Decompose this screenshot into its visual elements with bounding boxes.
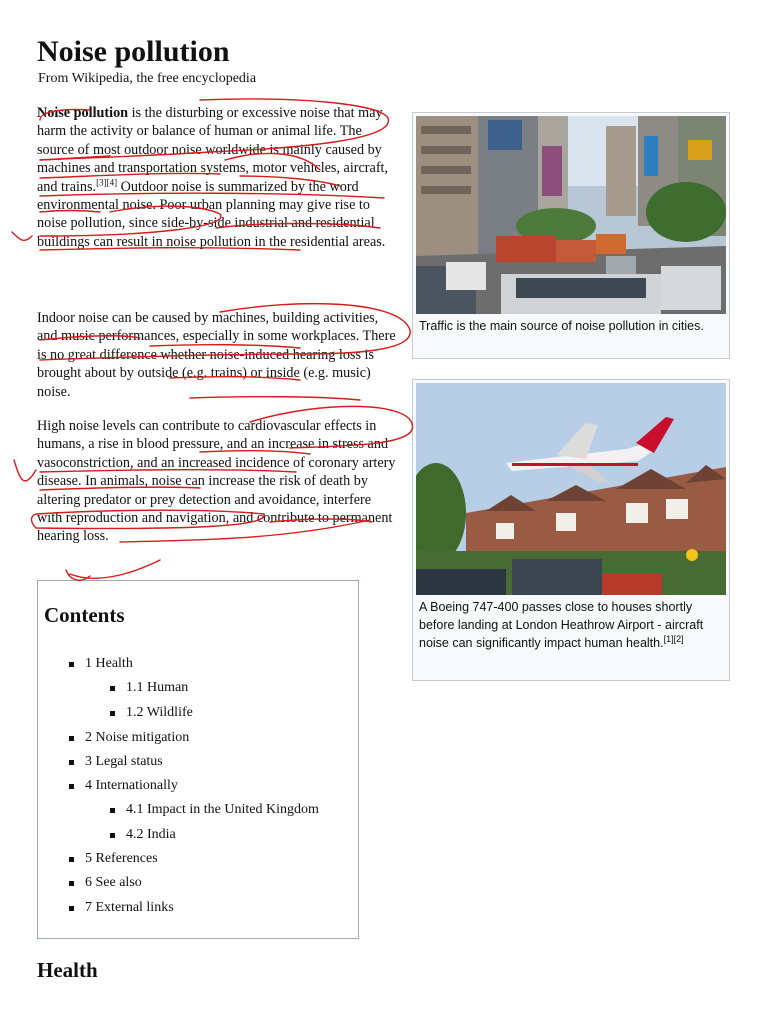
toc-item-internationally[interactable]: 4 Internationally: [85, 778, 178, 793]
lead-term: Noise pollution: [37, 105, 129, 121]
boeing-figure: [412, 379, 730, 681]
boeing-caption-text: A Boeing 747-400 passes close to houses shortly before landing at London Heathrow Airport - aircraft noise can significantly impact human health.: [419, 600, 704, 650]
toc-title: Contents: [44, 603, 125, 627]
intro-paragraph-1: [37, 104, 397, 251]
toc-item-external-links[interactable]: 7 External links: [85, 900, 174, 915]
toc-item-references[interactable]: 5 References: [85, 851, 158, 866]
toc-item-impact-uk[interactable]: 4.1 Impact in the United Kingdom: [126, 802, 319, 817]
traffic-photo[interactable]: [416, 116, 726, 314]
intro-text-b: Outdoor noise is summarized by the word environmental noise. Poor urban planning may give rise to noise pollution, since side-by-side industrial and residential buildings can result in noise pollution in the residential areas.: [37, 178, 386, 250]
traffic-figure: [412, 112, 730, 359]
toc-item-health[interactable]: 1 Health: [85, 656, 133, 671]
table-of-contents: [37, 580, 359, 939]
intro-text-a: is the disturbing or excessive noise that may harm the activity or balance of human or animal life. The source of most outdoor noise worldwide is mainly caused by machines and transportation systems, motor vehicles, aircraft, and trains.: [37, 105, 389, 195]
intro-paragraph-2: Indoor noise can be caused by machines, building activities, and music performances, especially in some workplaces. There is no great difference whether noise-induced hearing loss is brought about by outside (e.g. trains) or inside (e.g. music) noise.: [37, 310, 396, 400]
boeing-photo[interactable]: [416, 383, 726, 595]
toc-item-legal-status[interactable]: 3 Legal status: [85, 754, 163, 769]
page-subtitle: From Wikipedia, the free encyclopedia: [38, 71, 257, 86]
intro-paragraph-3: High noise levels can contribute to cardiovascular effects in humans, a rise in blood pressure, and an increase in stress and vasoconstriction, and an increased incidence of coronary artery disease. In animals, noise can increase the risk of death by altering predator or prey detection and avoidance, interfere with reproduction and navigation, and contribute to permanent hearing loss.: [37, 418, 396, 545]
boeing-caption: [416, 595, 726, 656]
reference-link[interactable]: [3][4]: [96, 176, 118, 187]
page-title: Noise pollution: [37, 35, 230, 68]
toc-item-noise-mitigation[interactable]: 2 Noise mitigation: [85, 730, 190, 745]
traffic-caption: Traffic is the main source of noise pollution in cities.: [419, 319, 704, 333]
toc-item-see-also[interactable]: 6 See also: [85, 875, 142, 890]
toc-item-human[interactable]: 1.1 Human: [126, 680, 189, 695]
section-heading-health: Health: [37, 958, 98, 982]
toc-item-india[interactable]: 4.2 India: [126, 827, 176, 842]
toc-item-wildlife[interactable]: 1.2 Wildlife: [126, 705, 193, 720]
reference-link[interactable]: [1][2]: [663, 633, 684, 644]
